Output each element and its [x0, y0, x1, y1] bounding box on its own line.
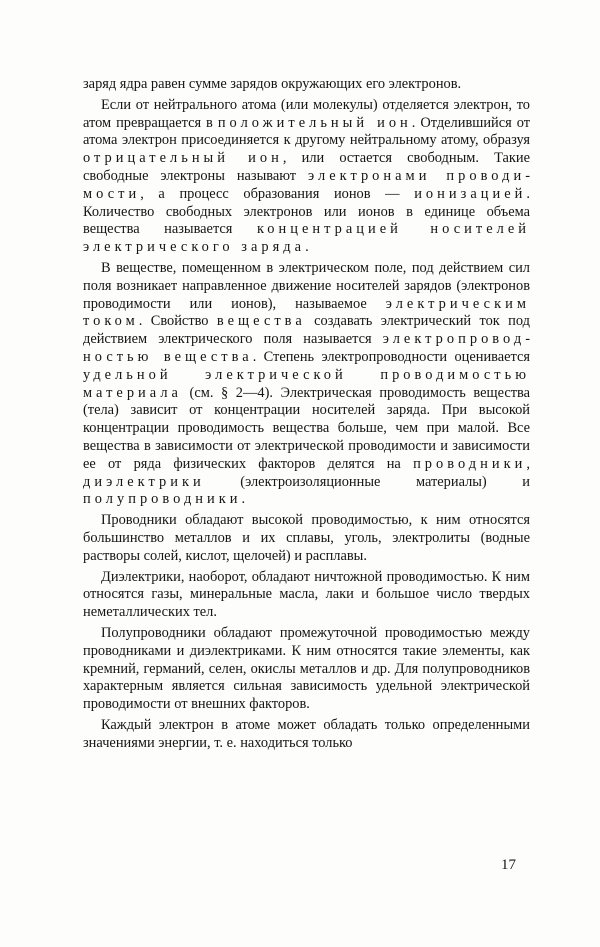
paragraph	[83, 717, 530, 753]
text-segment: заряд ядра равен сумме зарядов окружающих его электронов.	[83, 76, 462, 92]
text-segment: . Степень электропроводности оценивается	[252, 348, 531, 365]
emphasized-term: проводники	[413, 455, 527, 472]
text-segment: .	[305, 239, 309, 256]
text-segment: . Отделившийся от атома электрон присоединяется к другому нейтральному атому, образуя	[83, 114, 530, 149]
emphasized-term: ионизацией	[414, 185, 527, 202]
text-segment: (электроизоляционные материалы) и	[204, 473, 530, 490]
text-segment: . Свойство	[138, 313, 217, 330]
paragraph	[83, 76, 530, 94]
paragraph	[83, 625, 530, 714]
text-segment: Если от нейтрального атома (или молекулы) отделяется электрон, то атом превращается в	[83, 96, 530, 131]
text-segment: .	[241, 491, 246, 508]
text-segment: Проводники обладают высокой проводимостью, к ним относятся большинство металлов и их сплавы, уголь, электролиты (водные растворы солей, кислот, щелочей) и расплавы.	[83, 512, 530, 564]
text-segment: . Количество свободных электронов или ионов в единице объема вещества называется	[83, 185, 530, 238]
text-segment: Каждый электрон в атоме может обладать только определенными значениями энергии, т. е. находиться только	[83, 716, 530, 751]
text-segment: Полупроводники обладают промежуточной проводимостью между проводниками и диэлектриками. К ним относятся такие элементы, как кремний, германий, селен, окислы металлов и др. Для полупроводников характерным является сильная зависимость удельной электрической проводимости от внешних факторов.	[83, 624, 530, 713]
emphasized-term: удельной электрической проводимостью материала	[83, 366, 530, 401]
emphasized-term: диэлектрики	[83, 473, 205, 490]
emphasized-term: концентрацией носителей электрического заряда	[83, 221, 530, 256]
paragraph	[83, 260, 530, 509]
text-segment: (см. § 2—4). Электрическая проводимость вещества (тела) зависит от концентрации носителей заряда. При высокой концентрации проводимость вещества больше, чем при малой. Все вещества в зависимости от электрической проводимости и зависимости ее от ряда физических факторов делятся на	[83, 384, 530, 472]
paragraph	[83, 512, 530, 565]
emphasized-term: вещества	[216, 313, 306, 330]
text-segment: ,	[526, 455, 530, 472]
text-segment: В веществе, помещенном в электрическом поле, под действием сил поля возникает направленное движение носителей зарядов (электронов проводимости или ионов), называемое	[83, 259, 530, 312]
paragraph	[83, 97, 530, 257]
text-segment: Диэлектрики, наоборот, обладают ничтожной проводимостью. К ним относятся газы, минеральные масла, лаки и большое число твердых неметаллических тел.	[83, 568, 530, 621]
emphasized-term: электронами проводимости	[83, 167, 530, 202]
body-text	[83, 76, 530, 752]
emphasized-term: отрицательный ион	[83, 150, 283, 167]
page-number: 17	[501, 857, 516, 873]
text-segment: , или остается свободным. Такие свободные электроны называют	[83, 150, 530, 184]
paragraph	[83, 569, 530, 622]
emphasized-term: электрическим током	[83, 295, 530, 330]
text-segment: создавать электрический ток под действием электрического поля называется	[83, 313, 530, 348]
emphasized-term: положительный ион	[217, 114, 412, 131]
emphasized-term: полупроводники	[83, 491, 242, 508]
text-segment: , а процесс образования ионов —	[140, 185, 415, 202]
emphasized-term: электропроводностью вещества	[83, 331, 530, 365]
